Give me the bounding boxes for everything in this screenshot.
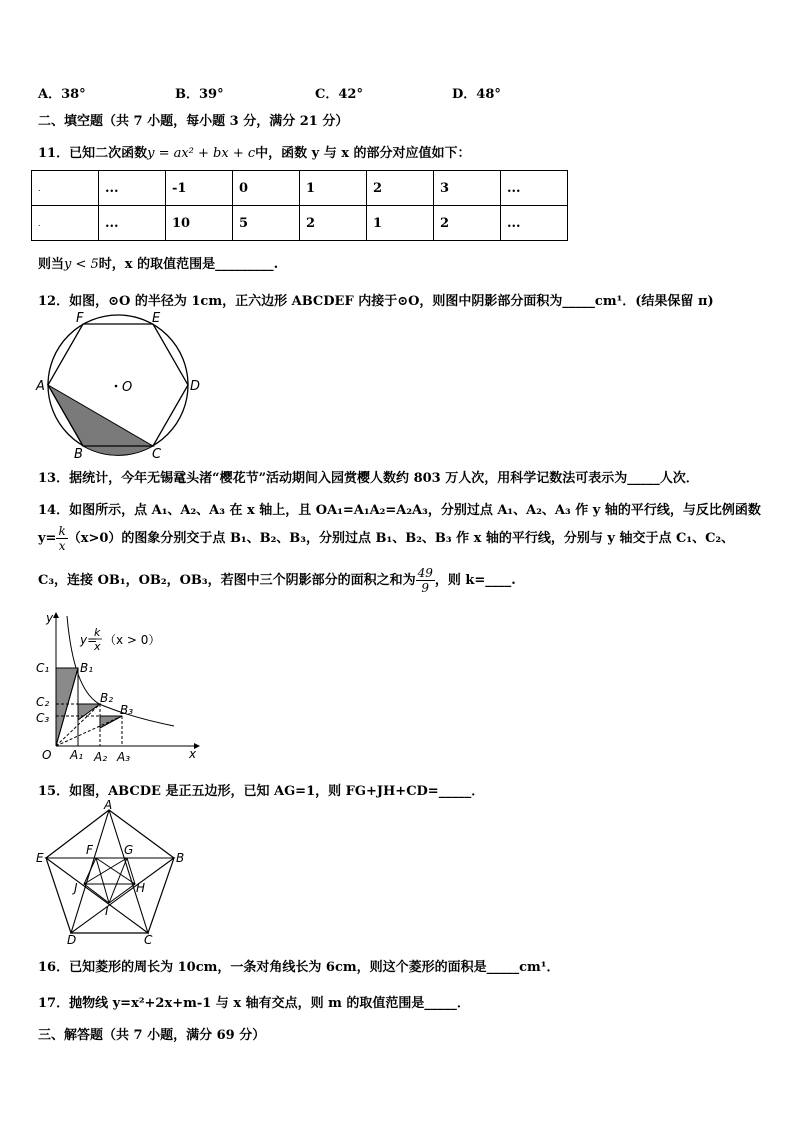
- label-o: O: [122, 380, 133, 395]
- table-cell: -1: [166, 171, 233, 206]
- table-cell: 1: [300, 171, 367, 206]
- shaded-3: [100, 716, 122, 728]
- label-b: B: [176, 851, 185, 865]
- table-cell: ...: [501, 206, 568, 241]
- table-cell: .: [32, 171, 99, 206]
- option-b: B．39°: [175, 87, 224, 102]
- question-13: 13．据统计，今年无锡鼋头渚“樱花节”活动期间入园赏樱人数约 803 万人次，用科学记数法可表示为_____人次．: [38, 471, 699, 486]
- fn-num: k: [94, 626, 101, 639]
- shaded-segment: [83, 446, 153, 455]
- question-11: [38, 142, 471, 161]
- table-cell: ...: [99, 206, 166, 241]
- table-cell: 1: [367, 206, 434, 241]
- label-c2: C₂: [36, 695, 50, 709]
- fn-post: （x > 0）: [104, 633, 161, 647]
- label-j: J: [74, 881, 78, 895]
- line-fh: [96, 858, 135, 884]
- fn-pre: y=: [80, 633, 98, 647]
- table-cell: 2: [300, 206, 367, 241]
- label-b1: B₁: [80, 661, 94, 675]
- label-f: F: [76, 312, 84, 326]
- table-cell: 2: [434, 206, 501, 241]
- q11-ask: [38, 253, 278, 272]
- q11-ask-post: 时，x 的取值范围是_________.: [98, 257, 279, 272]
- q11-pre: 11．已知二次函数: [38, 146, 148, 161]
- label-b: B: [74, 447, 83, 460]
- table-cell: ...: [99, 171, 166, 206]
- q14-fraction: [56, 524, 67, 553]
- table-cell: 3: [434, 171, 501, 206]
- table-cell: .: [32, 206, 99, 241]
- q14-line3-pre: C₃，连接 OB₁，OB₂，OB₃，若图中三个阴影部分的面积之和为: [38, 573, 416, 588]
- label-o: O: [42, 748, 52, 762]
- frac-num: k: [58, 524, 66, 538]
- label-d: D: [67, 933, 77, 946]
- question-12: 12．如图，⊙O 的半径为 1cm，正六边形 ABCDEF 内接于⊙O，则图中阴影部分面积为_____cm¹．(结果保留 π): [38, 294, 714, 309]
- q14-line2-post: （x>0）的图象分别交于点 B₁、B₂、B₃，分别过点 B₁、B₂、B₃ 作 x 轴的平行线，分别与 y 轴交于点 C₁、C₂、: [67, 531, 735, 546]
- value-table: [31, 170, 568, 241]
- table-cell: 10: [166, 206, 233, 241]
- label-a: A: [36, 379, 45, 394]
- question-17: 17．抛物线 y=x²+2x+m-1 与 x 轴有交点，则 m 的取值范围是_____．: [38, 996, 470, 1011]
- ob3-line: [56, 716, 122, 746]
- table-cell: 5: [233, 206, 300, 241]
- label-c3: C₃: [36, 711, 50, 725]
- label-e: E: [152, 312, 161, 326]
- section-2-heading: 二、填空题（共 7 小题，每小题 3 分，满分 21 分）: [38, 114, 349, 129]
- question-14-line3: [38, 566, 516, 595]
- question-16: 16．已知菱形的周长为 10cm，一条对角线长为 6cm，则这个菱形的面积是_____cm¹．: [38, 960, 560, 975]
- q11-formula: y = ax² + bx + c: [147, 146, 256, 161]
- label-a: A: [104, 800, 113, 812]
- label-i: I: [105, 904, 109, 918]
- frac2-den: 9: [421, 581, 430, 595]
- fn-den: x: [94, 640, 101, 653]
- question-14-line2: [38, 524, 734, 553]
- label-y: y: [46, 611, 54, 625]
- q11-ask-math: y < 5: [64, 257, 99, 272]
- question-14-line1: 14．如图所示，点 A₁、A₂、A₃ 在 x 轴上，且 OA₁=A₁A₂=A₂A₃，分别过点 A₁、A₂、A₃ 作 y 轴的平行线，与反比例函数: [38, 503, 761, 518]
- label-a1: A₁: [70, 748, 84, 762]
- hexagon-figure: [30, 312, 210, 460]
- label-c: C: [144, 933, 153, 946]
- frac2-num: 49: [417, 566, 433, 580]
- q14-fraction-49-9: [416, 566, 435, 595]
- label-a2: A₂: [94, 750, 108, 764]
- label-b3: B₃: [120, 703, 134, 717]
- table-cell: 2: [367, 171, 434, 206]
- option-c: C．42°: [315, 87, 363, 102]
- center-dot: [115, 385, 118, 388]
- shaded-2: [78, 704, 100, 720]
- label-b2: B₂: [100, 691, 114, 705]
- table-cell: ...: [501, 171, 568, 206]
- label-e: E: [36, 851, 44, 865]
- table-row: [32, 171, 568, 206]
- y-arrow-icon: [53, 612, 59, 618]
- table-cell: 0: [233, 171, 300, 206]
- pentagon-figure: [34, 800, 190, 946]
- label-x: x: [189, 747, 197, 761]
- label-c1: C₁: [36, 661, 50, 675]
- question-15: 15．如图，ABCDE 是正五边形，已知 AG=1，则 FG+JH+CD=_____．: [38, 784, 485, 799]
- label-g: G: [124, 843, 134, 857]
- label-f: F: [86, 843, 93, 857]
- table-row: [32, 206, 568, 241]
- label-a3: A₃: [117, 750, 131, 764]
- q14-line3-post: ，则 k=____.: [434, 573, 516, 588]
- q14-y-eq: y=: [38, 531, 57, 546]
- label-c: C: [152, 447, 162, 460]
- reciprocal-figure: [34, 606, 204, 766]
- shaded-triangle: [48, 385, 153, 446]
- label-h: H: [136, 881, 146, 895]
- q11-post: 中，函数 y 与 x 的部分对应值如下：: [255, 146, 471, 161]
- option-d: D．48°: [452, 87, 501, 102]
- label-d: D: [190, 379, 201, 394]
- section-3-heading: 三、解答题（共 7 小题，满分 69 分）: [38, 1028, 266, 1043]
- q11-ask-pre: 则当: [38, 257, 65, 272]
- frac-den: x: [58, 539, 66, 553]
- option-a: A．38°: [38, 87, 86, 102]
